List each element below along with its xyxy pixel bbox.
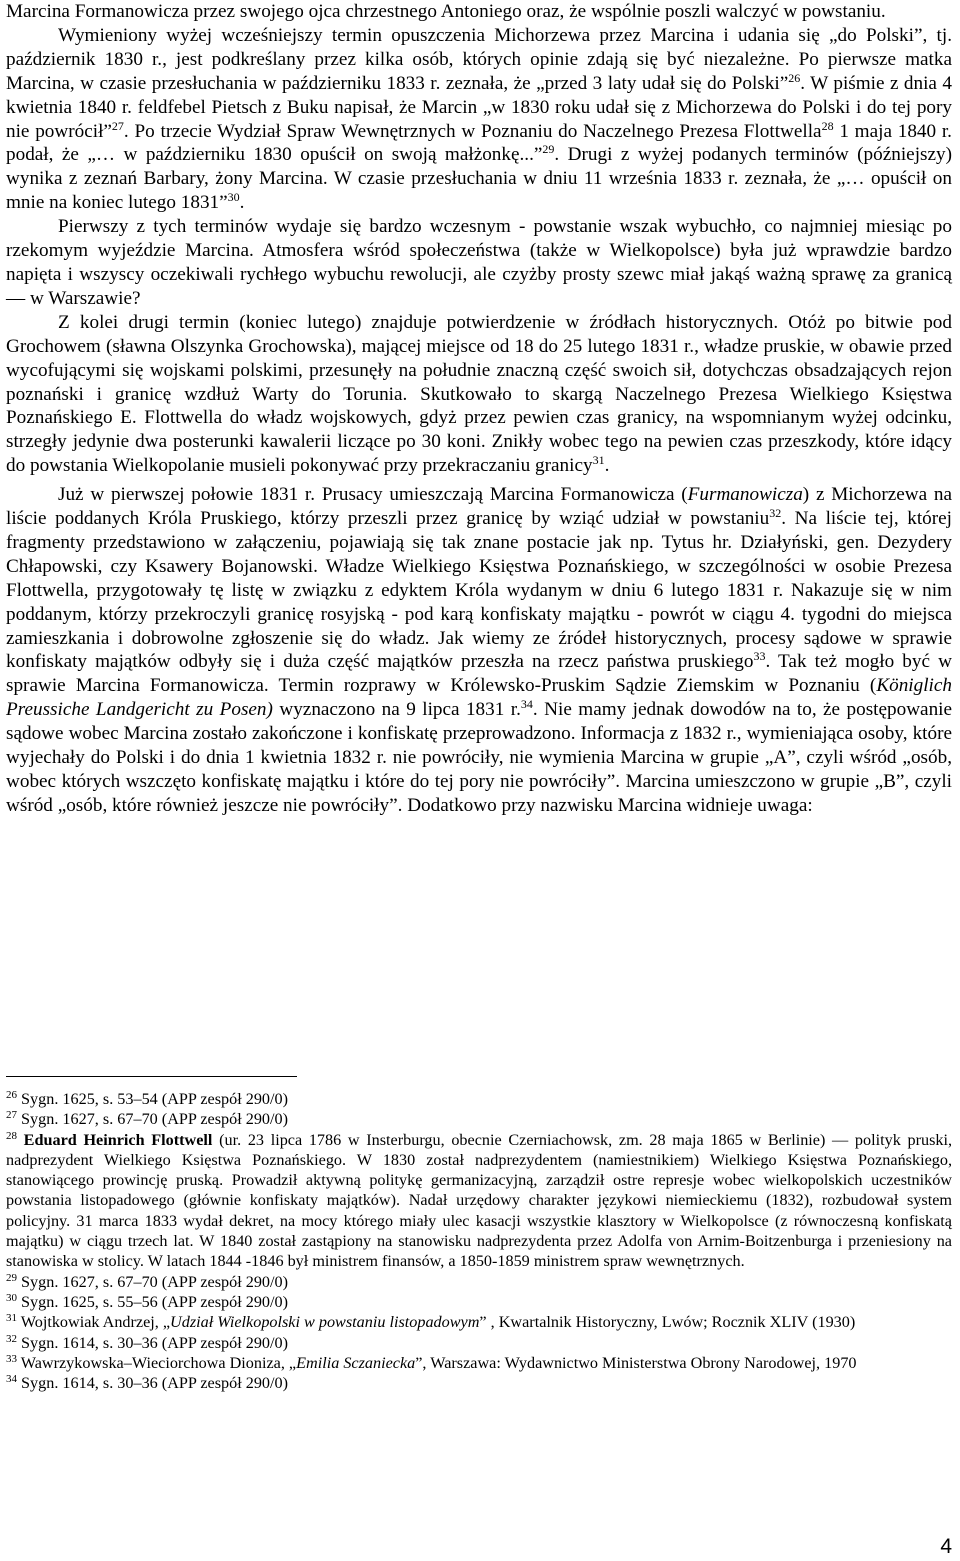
footnote-ref[interactable]: 30 [227,190,240,205]
footnote-ref[interactable]: 31 [592,453,605,468]
footnotes [6,1076,952,1393]
footnote-ref[interactable]: 29 [542,142,555,157]
footnote-ref[interactable]: 27 [111,118,124,133]
footnote-29: $^{29}$ Sygn. 1627, s. 67–70 (APP zespół 290/0) [6,1271,288,1291]
body-text [6,0,952,818]
footnote-26: $^{26}$ Sygn. 1625, s. 53–54 (APP zespół 290/0) [6,1089,288,1108]
page-number: 4 [940,1535,952,1558]
paragraph: Już w pierwszej połowie 1831 r. Prusacy umieszczają Marcina Formanowicza (Furmanowicza) z Michorzewa na liście poddanych Króla Pruskiego, którzy przeszli przez granicę by wziąć udział w powstaniu$^{32}$. Na liście tej, której fragmenty przedstawiono w załączeniu, pojawiają się tak znane postacie jak np. Tytus hr. Działyński, gen. Dezydery Chłapowski, czy Ksawery Bojanowski. Władze Wielkiego Księstwa Poznańskiego, w szczególności w osobie Prezesa Flottwella, przygotowały tę listę w związku z edyktem Króla wydanym w dniu 6 lutego 1831 r. Nakazuje się w nim poddanym, którzy przekroczyli granicę rosyjską - pod karą konfiskaty majątku - powrót w ciągu 4. tygodni do miejsca zamieszkania i dobrowolne zgłoszenie się do władz. Jak wiemy ze źródeł historycznych, procesy sądowe w sprawie konfiskaty majątków odbyły się i duża część majątków przeszła na rzecz państwa pruskiego$^{33}$. Tak też mogło być w sprawie Marcina Formanowicza. Termin rozprawy w Królewsko-Pruskim Sądzie Ziemskim w Poznaniu (Königlich Preussiche Landgericht zu Posen) wyznaczono na 9 lipca 1831 r.$^{34}$. Nie mamy jednak dowodów na to, że postępowanie sądowe wobec Marcina zostało zakończone i konfiskatę przeprowadzono. Informacja z 1832 r., wymieniająca osoby, które wyjechały do Polski i do dnia 1 kwietnia 1832 r. nie powróciły, nie wymienia Marcina w grupie „A”, czyli wśród „osób, wobec których wszczęto konfiskatę majątku i które do tej pory nie powróciły”. Marcina umieszczono w grupie „B”, czyli wśród „osób, które również jeszcze nie powróciły”. Dodatkowo przy nazwisku Marcina widnieje uwaga: [6,484,953,816]
italic-term: Königlich Preussiche Landgericht zu Posen) [6,675,952,721]
footnote-28: $^{28}$ Eduard Heinrich Flottwell (ur. 23 lipca 1786 w Insterburgu, obecnie Czerniachowsk, zm. 28 maja 1865 w Berlinie) — polityk pruski, nadprezydent Wielkiego Księstwa Poznańskiego. W 1830 został nadprezydentem (namiestnikiem) Wielkiego Księstwa Poznańskiego, stanowiącego prowincję pruską. Prowadził aktywną politykę germanizacyjną, zarządził ostre represje wobec wielkopolskich uczestników powstania listopadowego (głównie konfiskaty majątków). Nadał urzędowy charakter językowi niemieckiemu (1832), rozbudował system policyjny. 31 marca 1833 wydał dekret, na mocy którego miały ulec kasacji wszystkie klasztory w Wielkopolsce (z równoczesną konfiskatą majątku) w ciągu trzech lat. W 1840 został zastąpiony na stanowisku nadprezydenta przez Adolfa von Arnim-Boitzenburga i przeniesiony na stanowiska w stolicy. W latach 1844 -1846 był ministrem finansów, a 1850-1859 ministrem spraw wewnętrznych. [6,1129,953,1271]
footnote-ref[interactable]: 34 [520,697,533,712]
footnote-32: $^{32}$ Sygn. 1614, s. 30–36 (APP zespół 290/0) [6,1332,288,1352]
footnote-ref[interactable]: 26 [788,70,801,85]
footnote-ref[interactable]: 28 [821,118,834,133]
paragraph: Wymieniony wyżej wcześniejszy termin opuszczenia Michorzewa przez Marcina i udania się „do Polski”, tj. październik 1830 r., jest podkreślany przez kilka osób, których opinie zdają się być niezależne. Po pierwsze matka Marcina, w czasie przesłuchania w październiku 1833 r. zeznała, że „przed 3 laty udał się do Polski”$^{26}$. W piśmie z dnia 4 kwietnia 1840 r. feldfebel Pietsch z Buku napisał, że Marcin „w 1830 roku udał się z Michorzewa do Polski i do tej pory nie powrócił”$^{27}$. Po trzecie Wydział Spraw Wewnętrznych w Poznaniu do Naczelnego Prezesa Flottwella$^{28}$ 1 maja 1840 r. podał, że „… w październiku 1830 opuścił on swoją małżonkę...”$^{29}$. Drugi z wyżej podanych terminów (późniejszy) wynika z zeznań Barbary, żony Marcina. W czasie przesłuchania w dniu 11 września 1833 r. zeznała, że „… opuścił on mnie na koniec lutego 1831”$^{30}$. [6,24,952,214]
footnote-ref[interactable]: 33 [753,649,766,664]
footnote-30: $^{30}$ Sygn. 1625, s. 55–56 (APP zespół 290/0) [6,1291,288,1311]
italic-term: Furmanowicza [687,484,803,506]
footnote-33: $^{33}$ Wawrzykowska–Wieciorchowa Dioniza, „Emilia Sczaniecka”, Warszawa: Wydawnictwo Ministerstwa Obrony Narodowej, 1970 [6,1352,857,1372]
paragraph: Marcina Formanowicza przez swojego ojca chrzestnego Antoniego oraz, że wspólnie poszli walczyć w powstaniu. [6,1,886,22]
footnote-27: $^{27}$ Sygn. 1627, s. 67–70 (APP zespół 290/0) [6,1109,288,1129]
footnote-31: $^{31}$ Wojtkowiak Andrzej, „Udział Wielkopolski w powstaniu listopadowym” , Kwartalnik Historyczny, Lwów; Rocznik XLIV (1930) [6,1312,856,1332]
paragraph: Pierwszy z tych terminów wydaje się bardzo wczesnym - powstanie wszak wybuchło, co najmniej miesiąc po rzekomym wyjeździe Marcina. Atmosfera wśród społeczeństwa (także w Wielkopolsce) była już wprawdzie bardzo napięta i wszyscy oczekiwali rychłego wybuchu rewolucji, ale czyżby prosty szewc miał jakąś ważną sprawę za granicą — w Warszawie? [6,216,952,309]
footnote-ref[interactable]: 32 [769,506,782,521]
footnote-separator [6,1076,297,1077]
footnote-34: $^{34}$ Sygn. 1614, s. 30–36 (APP zespół 290/0) [6,1373,288,1393]
paragraph: Z kolei drugi termin (koniec lutego) znajduje potwierdzenie w źródłach historycznych. Otóż po bitwie pod Grochowem (sławna Olszynka Grochowska), mającej miejsce od 18 do 25 lutego 1831 r., władze pruskie, w obawie przed wycofującymi się wojskami polskimi, przesunęły na południe znaczną część swoich sił, dotychczas obsadzających rejon poznański i granicę wzdłuż Warty do Torunia. Skutkowało to skargą Naczelnego Prezesa Wielkiego Księstwa Poznańskiego E. Flottwella do władz wojskowych, gdyż przez pewien czas granicy, na wspomnianym wyżej odcinku, strzegły jedynie dwa posterunki kawalerii liczące po 30 koni. Znikły wobec tego na pewien czas przeszkody, które idący do powstania Wielkopolanie musieli pokonywać przy przekraczaniu granicy$^{31}$. [6,311,952,477]
